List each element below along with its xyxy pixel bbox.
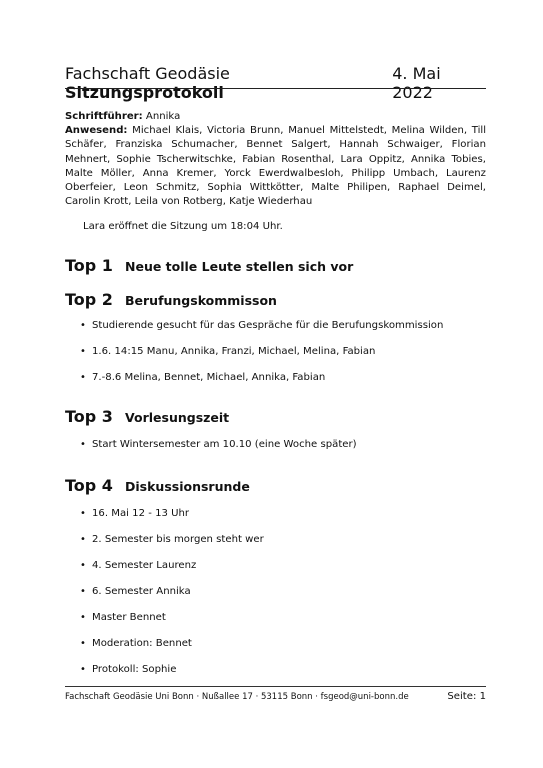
footer-address: Fachschaft Geodäsie Uni Bonn · Nußallee 17 · 53115 Bonn · fsgeod@uni-bonn.de xyxy=(65,692,409,702)
list-item-text: Start Wintersemester am 10.10 (eine Woche später) xyxy=(92,439,357,450)
attendance-label: Anwesend: xyxy=(65,125,128,137)
header-date: 4. Mai 2022 xyxy=(392,64,441,102)
top-number: Top 2 xyxy=(65,290,113,309)
list-item-text: Protokoll: Sophie xyxy=(92,664,177,675)
opening-statement: Lara eröffnet die Sitzung um 18:04 Uhr. xyxy=(83,221,283,232)
list-item xyxy=(80,585,264,611)
header-document-type: Sitzungsprotokoll xyxy=(65,83,224,102)
agenda-top-2 xyxy=(65,290,277,309)
agenda-top-1 xyxy=(65,256,353,275)
top-title: Diskussionsrunde xyxy=(125,479,250,494)
bullet-icon: • xyxy=(80,346,86,357)
top-title: Vorlesungszeit xyxy=(125,410,230,425)
list-item-text: 4. Semester Laurenz xyxy=(92,560,197,571)
list-item xyxy=(80,319,443,345)
top-title: Neue tolle Leute stellen sich vor xyxy=(125,259,354,274)
bullet-icon: • xyxy=(80,439,86,450)
bullet-icon: • xyxy=(80,664,86,675)
list-item xyxy=(80,637,264,663)
top-4-items xyxy=(80,507,264,689)
list-item-text: 6. Semester Annika xyxy=(92,586,191,597)
list-item xyxy=(80,559,264,585)
bullet-icon: • xyxy=(80,586,86,597)
list-item-text: Moderation: Bennet xyxy=(92,638,192,649)
page-header xyxy=(65,64,486,102)
attendance-line xyxy=(65,124,486,209)
bullet-icon: • xyxy=(80,638,86,649)
bullet-icon: • xyxy=(80,372,86,383)
list-item xyxy=(80,371,443,397)
top-2-items xyxy=(80,319,443,397)
agenda-top-4 xyxy=(65,476,250,495)
top-number: Top 4 xyxy=(65,476,113,495)
top-number: Top 3 xyxy=(65,407,113,426)
bullet-icon: • xyxy=(80,560,86,571)
list-item-text: 1.6. 14:15 Manu, Annika, Franzi, Michael, Melina, Fabian xyxy=(92,346,376,357)
recorder-label: Schriftführer: xyxy=(65,111,143,122)
list-item-text: Master Bennet xyxy=(92,612,166,623)
footer-divider xyxy=(65,686,486,687)
recorder-line xyxy=(65,110,486,124)
list-item-text: 7.-8.6 Melina, Bennet, Michael, Annika, Fabian xyxy=(92,372,326,383)
page-footer xyxy=(65,691,486,702)
top-title: Berufungskommisson xyxy=(125,293,277,308)
bullet-icon: • xyxy=(80,612,86,623)
list-item xyxy=(80,438,357,464)
recorder-name: Annika xyxy=(145,111,181,122)
page-number: Seite: 1 xyxy=(447,691,486,702)
bullet-icon: • xyxy=(80,320,86,331)
header-divider xyxy=(65,88,486,89)
top-3-items xyxy=(80,438,357,464)
bullet-icon: • xyxy=(80,534,86,545)
list-item xyxy=(80,345,443,371)
list-item-text: Studierende gesucht für das Gespräche für die Berufungskommission xyxy=(92,320,444,331)
list-item xyxy=(80,507,264,533)
bullet-icon: • xyxy=(80,508,86,519)
list-item xyxy=(80,533,264,559)
header-organization: Fachschaft Geodäsie xyxy=(65,64,230,83)
list-item-text: 16. Mai 12 - 13 Uhr xyxy=(92,508,190,519)
header-title xyxy=(65,64,392,102)
agenda-top-3 xyxy=(65,407,229,426)
list-item xyxy=(80,611,264,637)
top-number: Top 1 xyxy=(65,256,113,275)
attendance-list: Michael Klais, Victoria Brunn, Manuel Mittelstedt, Melina Wilden, Till Schäfer, Franziska Schumacher, Bennet Salgert, Hannah Schwaiger, Florian Mehnert, Sophie Tscherwitschke, Fabian Rosenthal, Lara Oppitz, Annika Tobies, Malte Möller, Anna Kremer, Yorck Ewerdwalbesloh, Philipp Umbach, Laurenz Oberfeier, Leon Schmitz, Sophia Wittkötter, Malte Philipen, Raphael Deimel, Carolin Krott, Leila von Rotberg, Katje Wiederhau xyxy=(65,125,487,208)
list-item-text: 2. Semester bis morgen steht wer xyxy=(92,534,264,545)
meeting-meta xyxy=(65,110,486,209)
